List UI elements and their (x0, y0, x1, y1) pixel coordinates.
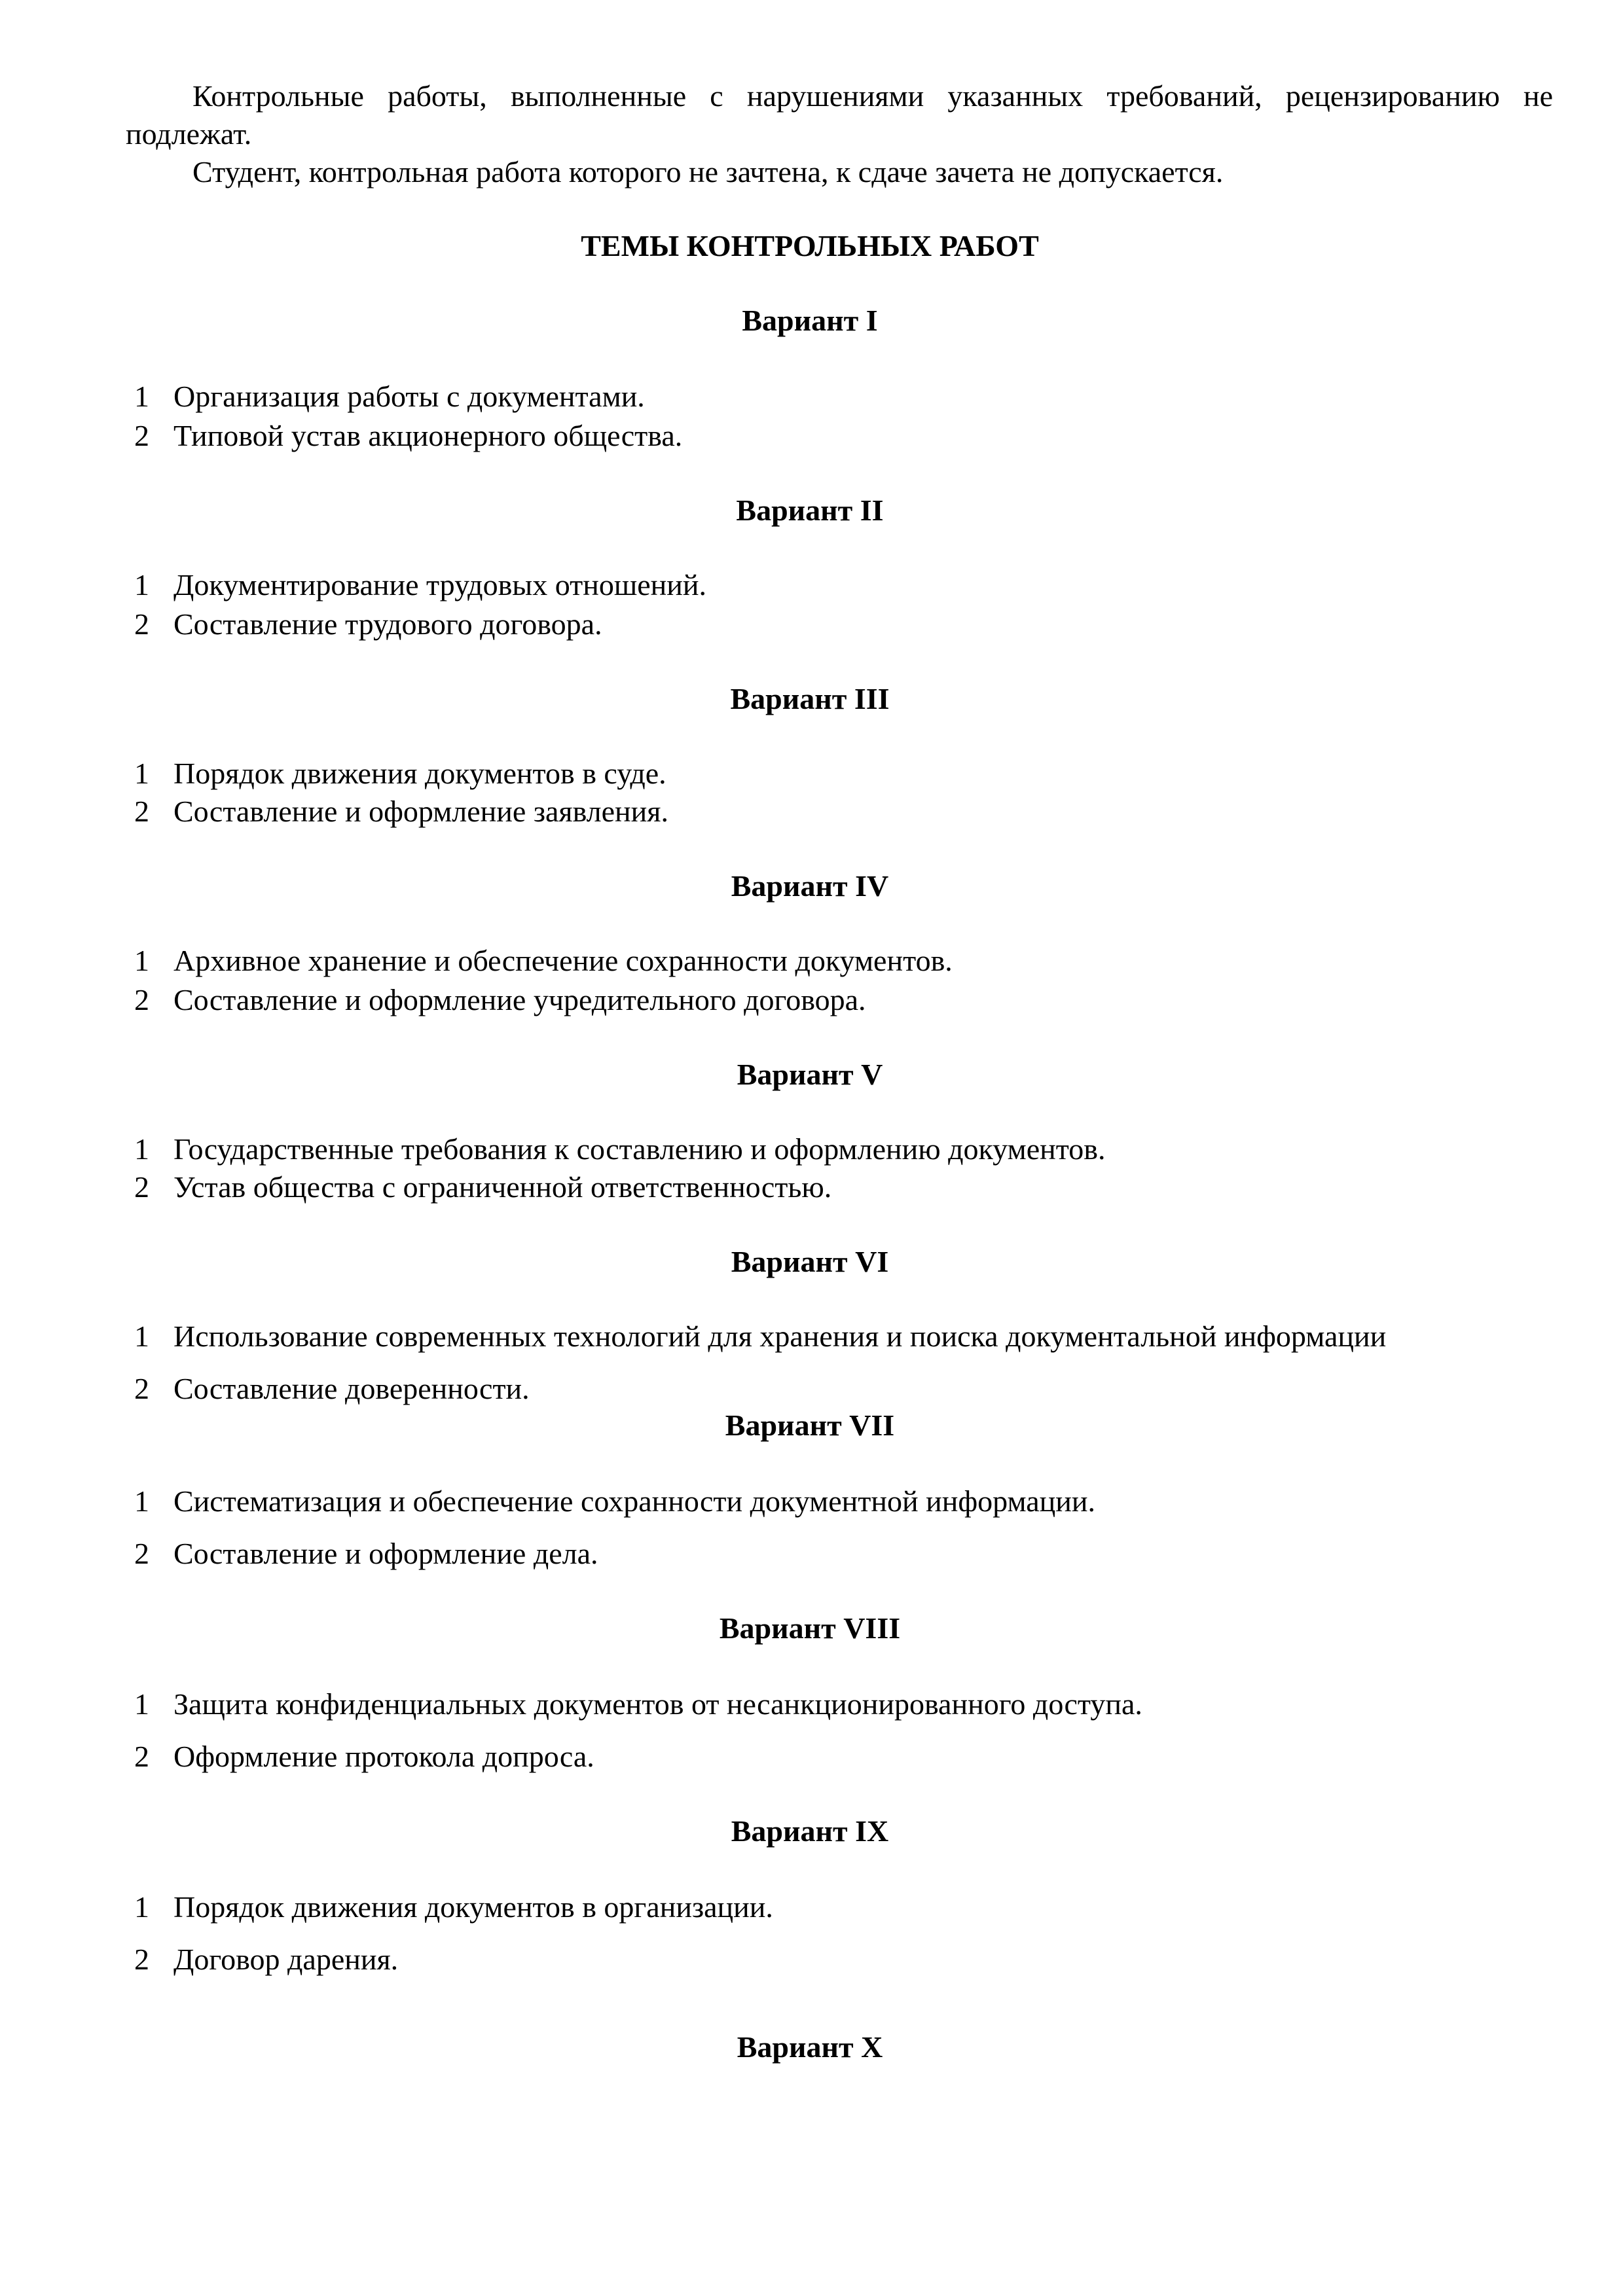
item-text: Систематизация и обеспечение сохранности документной информации. (173, 1484, 1096, 1518)
variant-title-1: Вариант I (742, 304, 878, 337)
variant-title-2: Вариант II (736, 493, 884, 527)
item-number: 1 (134, 1319, 149, 1353)
item-number: 2 (134, 1537, 149, 1570)
item-text: Архивное хранение и обеспечение сохранности документов. (173, 944, 953, 977)
variant-5-item-2 (134, 1169, 1588, 1206)
variant-title-6: Вариант VI (731, 1245, 889, 1278)
item-number: 2 (134, 1740, 149, 1773)
variant-6-item-1 (134, 1318, 1588, 1355)
variant-3-item-2 (134, 793, 1588, 830)
item-text: Государственные требования к составлению и оформлению документов. (173, 1132, 1106, 1166)
item-text: Оформление протокола допроса. (173, 1740, 594, 1773)
item-text: Составление и оформление заявления. (173, 795, 668, 828)
item-text: Организация работы с документами. (173, 380, 645, 413)
item-number: 2 (134, 1170, 149, 1204)
item-text: Защита конфиденциальных документов от несанкционированного доступа. (173, 1687, 1142, 1721)
intro-paragraph-2 (126, 153, 1553, 191)
variant-9-item-1 (134, 1889, 1588, 1926)
variant-1-item-1 (134, 378, 1588, 415)
item-number: 2 (134, 795, 149, 828)
item-number: 1 (134, 944, 149, 977)
item-text: Типовой устав акционерного общества. (173, 419, 683, 452)
variant-2-item-2 (134, 606, 1588, 643)
variant-3-item-1 (134, 755, 1588, 792)
variant-title-3: Вариант III (730, 682, 890, 715)
variant-8-item-1 (134, 1686, 1588, 1723)
main-title: ТЕМЫ КОНТРОЛЬНЫХ РАБОТ (581, 229, 1039, 262)
variant-5-item-1 (134, 1131, 1588, 1168)
intro-paragraph-1 (126, 77, 1553, 153)
item-number: 2 (134, 1372, 149, 1405)
item-number: 2 (134, 419, 149, 452)
variant-7-item-1 (134, 1483, 1588, 1520)
item-text: Составление доверенности. (173, 1372, 530, 1405)
item-number: 1 (134, 1132, 149, 1166)
variant-8-item-2 (134, 1738, 1588, 1775)
variant-9-item-2 (134, 1941, 1588, 1978)
item-number: 1 (134, 1890, 149, 1924)
item-text: Документирование трудовых отношений. (173, 568, 707, 601)
item-text: Составление трудового договора. (173, 607, 602, 641)
item-text: Использование современных технологий для хранения и поиска документальной информации (173, 1319, 1387, 1353)
item-number: 2 (134, 1943, 149, 1976)
variant-7-item-2 (134, 1535, 1588, 1572)
variant-title-7: Вариант VII (725, 1408, 895, 1442)
item-number: 1 (134, 1484, 149, 1518)
item-number: 2 (134, 607, 149, 641)
variant-title-5: Вариант V (737, 1058, 883, 1091)
item-text: Порядок движения документов в организации. (173, 1890, 773, 1924)
intro-paragraph-2-text: Студент, контрольная работа которого не зачтена, к сдаче зачета не допускается. (192, 155, 1224, 188)
variant-title-10: Вариант X (737, 2030, 883, 2064)
variant-6-item-2 (134, 1371, 1588, 1407)
item-number: 1 (134, 757, 149, 790)
variant-4-item-2 (134, 982, 1588, 1018)
variant-title-8: Вариант VIII (719, 1611, 901, 1645)
item-text: Составление и оформление учредительного договора. (173, 983, 866, 1016)
variant-1-item-2 (134, 418, 1588, 454)
item-number: 1 (134, 1687, 149, 1721)
variant-title-4: Вариант IV (731, 869, 889, 903)
item-number: 1 (134, 380, 149, 413)
variant-2-item-1 (134, 567, 1588, 603)
item-text: Устав общества с ограниченной ответственностью. (173, 1170, 832, 1204)
item-text: Договор дарения. (173, 1943, 399, 1976)
item-text: Составление и оформление дела. (173, 1537, 598, 1570)
variant-title-9: Вариант IX (731, 1814, 889, 1848)
item-text: Порядок движения документов в суде. (173, 757, 666, 790)
item-number: 1 (134, 568, 149, 601)
variant-4-item-1 (134, 942, 1588, 979)
item-number: 2 (134, 983, 149, 1016)
intro-paragraph-1-text: Контрольные работы, выполненные с нарушениями указанных требований, рецензированию не подлежат. (126, 79, 1553, 151)
